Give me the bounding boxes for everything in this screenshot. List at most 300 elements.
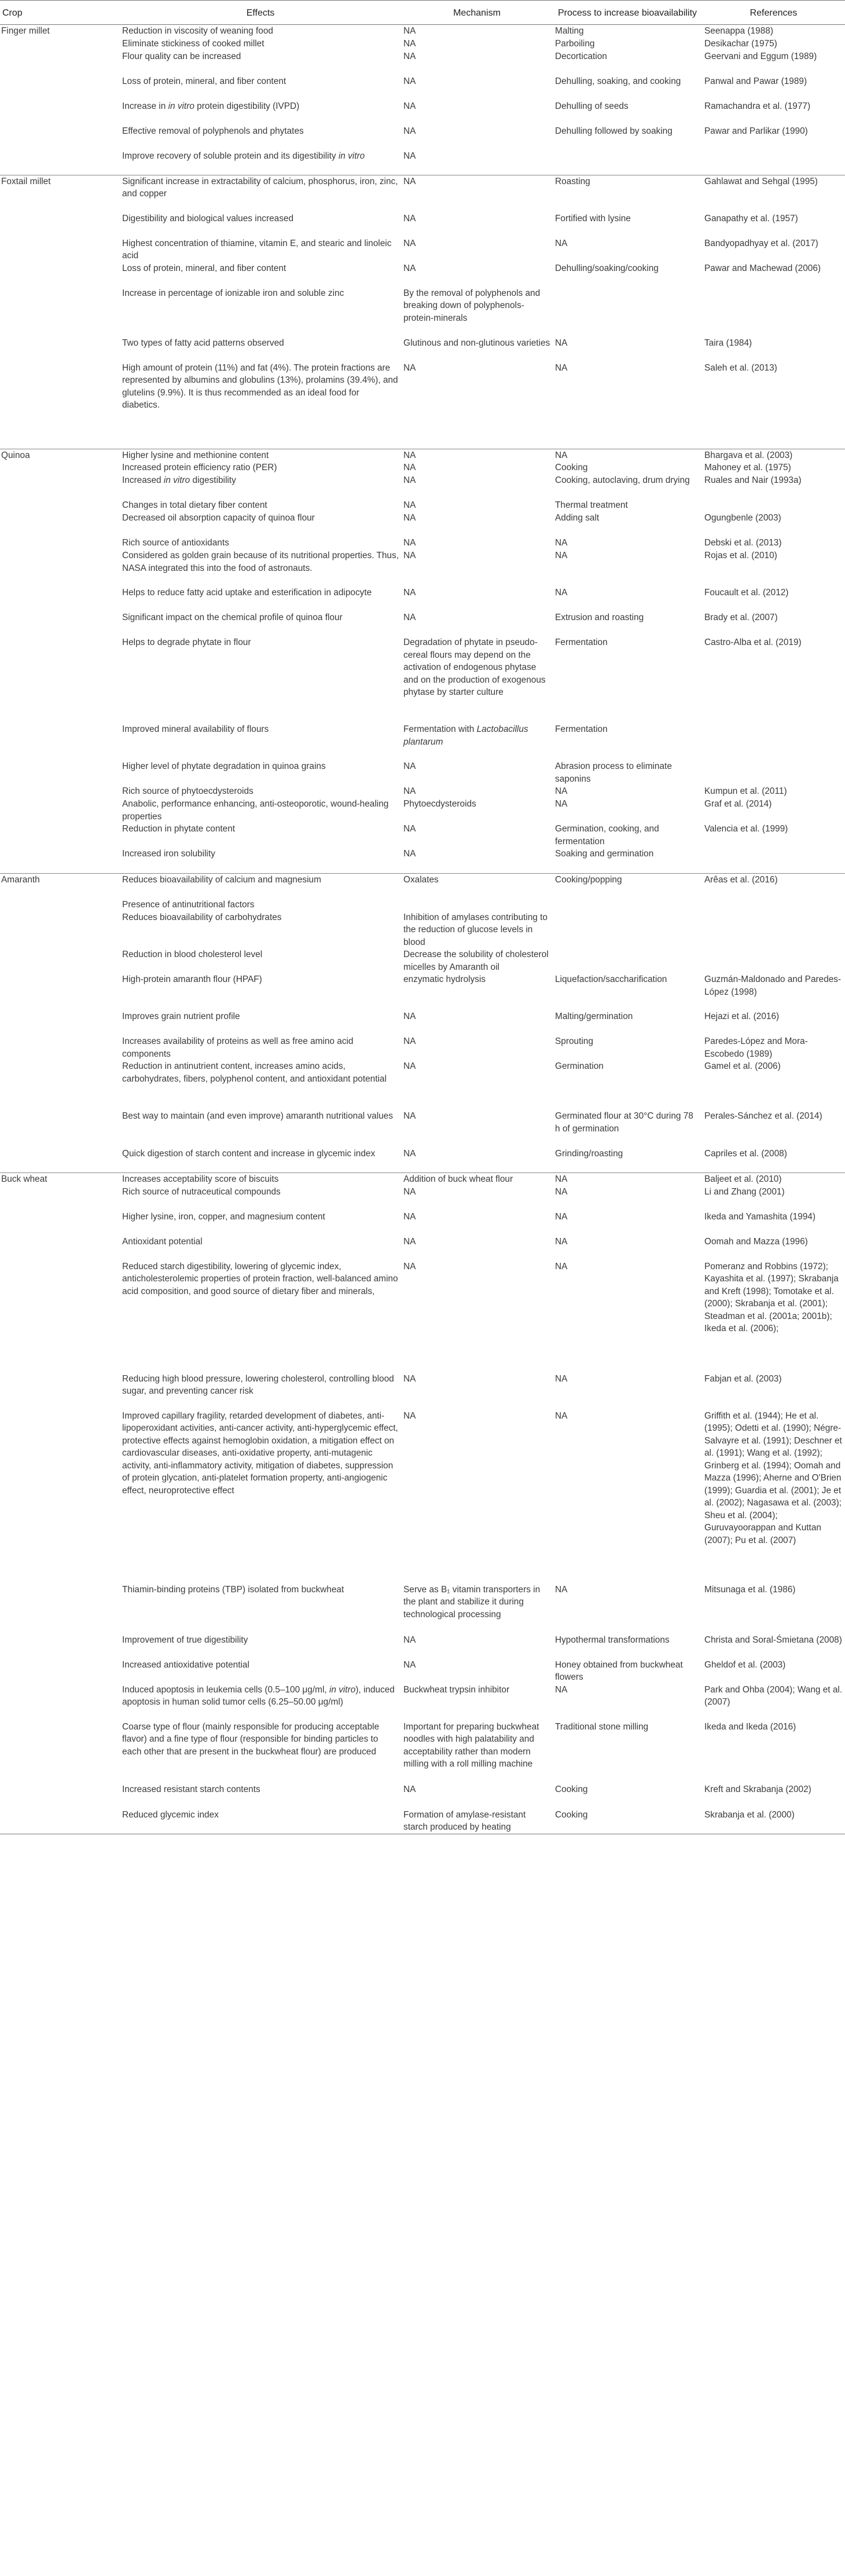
reference-cell	[702, 100, 845, 125]
table-row	[0, 911, 845, 949]
table-row	[0, 1148, 845, 1173]
effect-text: High amount of protein (11%) and fat (4%). The protein fractions are represented by albumins and globulins (13%), prolamins (39.4%), and glutelins (9.9%). It is thus recommended as an ideal food for diabetics.	[122, 362, 398, 410]
effect-text: Flour quality can be increased	[122, 51, 241, 61]
reference-cell	[702, 1186, 845, 1211]
table-row	[0, 1110, 845, 1148]
mechanism-cell	[401, 1584, 553, 1634]
process-text: NA	[555, 786, 568, 796]
reference-text: Geervani and Eggum (1989)	[704, 51, 817, 61]
mechanism-cell	[401, 337, 553, 362]
reference-text: Desikachar (1975)	[704, 38, 777, 49]
mechanism-cell	[401, 50, 553, 75]
crop-cell	[0, 1809, 120, 1834]
reference-text: Ruales and Nair (1993a)	[704, 475, 802, 485]
reference-cell	[702, 50, 845, 75]
effect-cell	[120, 50, 401, 75]
crop-cell	[0, 1659, 120, 1684]
mechanism-text: Oxalates	[403, 875, 439, 885]
mechanism-text: Fermentation with Lactobacillus plantarum	[403, 724, 528, 747]
process-cell	[553, 587, 702, 611]
effect-cell	[120, 100, 401, 125]
effect-cell	[120, 874, 401, 899]
effect-cell	[120, 125, 401, 150]
process-cell	[553, 1010, 702, 1035]
table-row	[0, 587, 845, 611]
reference-cell	[702, 1060, 845, 1110]
process-text: Fortified with lysine	[555, 213, 631, 223]
reference-text: Graf et al. (2014)	[704, 799, 772, 809]
effect-text: Thiamin-binding proteins (TBP) isolated from buckwheat	[122, 1584, 344, 1595]
effect-cell	[120, 899, 401, 911]
reference-cell	[702, 587, 845, 611]
effect-text: Higher level of phytate degradation in quinoa grains	[122, 761, 326, 771]
table-row	[0, 723, 845, 760]
table-row	[0, 948, 845, 973]
process-cell	[553, 1110, 702, 1148]
reference-cell	[702, 38, 845, 50]
crop-cell	[0, 38, 120, 50]
reference-cell	[702, 337, 845, 362]
effect-text: Best way to maintain (and even improve) amaranth nutritional values	[122, 1111, 393, 1121]
process-cell	[553, 1809, 702, 1834]
mechanism-cell	[401, 785, 553, 798]
table-row	[0, 150, 845, 175]
effect-text: Reduction in viscosity of weaning food	[122, 26, 273, 36]
reference-text: Oomah and Mazza (1996)	[704, 1236, 808, 1247]
table-row	[0, 636, 845, 723]
process-cell	[553, 212, 702, 237]
crop-cell	[0, 1783, 120, 1809]
effect-cell	[120, 1684, 401, 1721]
crop-cell	[0, 461, 120, 474]
reference-text: Hejazi et al. (2016)	[704, 1012, 780, 1021]
reference-cell	[702, 823, 845, 848]
mechanism-cell	[401, 1260, 553, 1373]
process-cell	[553, 461, 702, 474]
process-text: Grinding/roasting	[555, 1149, 623, 1159]
reference-cell	[702, 911, 845, 949]
effect-text: Significant impact on the chemical profile of quinoa flour	[122, 613, 343, 622]
effect-text: Loss of protein, mineral, and fiber content	[122, 263, 286, 273]
mechanism-cell	[401, 1035, 553, 1060]
reference-cell	[702, 287, 845, 337]
mechanism-cell	[401, 973, 553, 1010]
crop-cell	[0, 911, 120, 949]
mechanism-text: Formation of amylase-resistant starch produced by heating	[403, 1809, 526, 1832]
mechanism-cell	[401, 1809, 553, 1834]
crop-cell	[0, 537, 120, 549]
reference-cell	[702, 150, 845, 175]
mechanism-text: NA	[403, 126, 416, 136]
reference-cell	[702, 449, 845, 461]
process-cell	[553, 38, 702, 50]
table-row	[0, 212, 845, 237]
process-cell	[553, 1634, 702, 1659]
effect-cell	[120, 474, 401, 499]
process-cell	[553, 1173, 702, 1186]
mechanism-cell	[401, 911, 553, 949]
mechanism-text: NA	[403, 613, 416, 622]
effect-text: Improvement of true digestibility	[122, 1635, 248, 1645]
process-text: Parboiling	[555, 38, 595, 49]
mechanism-cell	[401, 798, 553, 823]
reference-text: Pawar and Parlikar (1990)	[704, 126, 808, 136]
reference-text: Pomeranz and Robbins (1972); Kayashita et al. (1997); Skrabanja and Kreft (1998); Tomotake et al. (2000); Skrabanja et al. (2001); Steadman et al. (2001a; 2001b); Ikeda et al. (2006);	[704, 1261, 839, 1333]
reference-text: Castro-Alba et al. (2019)	[704, 637, 802, 647]
effect-cell	[120, 1010, 401, 1035]
mechanism-text: Important for preparing buckwheat noodles with high palatability and acceptability rather than modern milling with a roll milling machine	[403, 1721, 539, 1769]
crop-text: Buck wheat	[1, 1174, 47, 1184]
reference-cell	[702, 1010, 845, 1035]
reference-text: Christa and Soral-Śmietana (2008)	[704, 1635, 842, 1645]
mechanism-cell	[401, 212, 553, 237]
reference-text: Bandyopadhyay et al. (2017)	[704, 238, 818, 248]
effect-cell	[120, 262, 401, 287]
mechanism-text: NA	[403, 1061, 416, 1071]
effect-cell	[120, 537, 401, 549]
table-row	[0, 1634, 845, 1659]
process-text: Cooking	[555, 1784, 588, 1794]
mechanism-cell	[401, 1173, 553, 1186]
process-text: Cooking	[555, 463, 588, 472]
reference-text: Guzmán-Maldonado and Paredes-López (1998)	[704, 974, 842, 997]
effect-cell	[120, 38, 401, 50]
effect-text: Rich source of nutraceutical compounds	[122, 1186, 281, 1197]
effect-cell	[120, 785, 401, 798]
mechanism-text: NA	[403, 176, 416, 186]
mechanism-cell	[401, 1721, 553, 1783]
crop-cell	[0, 237, 120, 262]
reference-cell	[702, 785, 845, 798]
process-text: NA	[555, 1236, 568, 1247]
reference-cell	[702, 362, 845, 449]
table-row	[0, 262, 845, 287]
mechanism-text: NA	[403, 513, 416, 523]
effect-cell	[120, 848, 401, 874]
mechanism-cell	[401, 1148, 553, 1173]
effect-text: Helps to reduce fatty acid uptake and esterification in adipocyte	[122, 588, 372, 598]
effect-text: Antioxidant potential	[122, 1236, 203, 1247]
reference-cell	[702, 212, 845, 237]
process-cell	[553, 449, 702, 461]
process-cell	[553, 50, 702, 75]
process-text: NA	[555, 1211, 568, 1222]
effect-cell	[120, 362, 401, 449]
reference-cell	[702, 948, 845, 973]
mechanism-cell	[401, 1373, 553, 1410]
mechanism-text: NA	[403, 463, 416, 472]
effect-text: Decreased oil absorption capacity of quinoa flour	[122, 513, 315, 523]
mechanism-cell	[401, 1684, 553, 1721]
crop-cell	[0, 1721, 120, 1783]
table-row	[0, 537, 845, 549]
mechanism-text: By the removal of polyphenols and breaking down of polyphenols-protein-minerals	[403, 288, 541, 323]
process-text: Sprouting	[555, 1036, 593, 1046]
reference-cell	[702, 1783, 845, 1809]
effect-cell	[120, 287, 401, 337]
effect-cell	[120, 1410, 401, 1584]
reference-cell	[702, 175, 845, 212]
reference-text: Debski et al. (2013)	[704, 538, 782, 548]
table-row	[0, 1260, 845, 1373]
process-cell	[553, 75, 702, 100]
mechanism-text: NA	[403, 824, 416, 834]
mechanism-cell	[401, 1010, 553, 1035]
process-cell	[553, 1721, 702, 1783]
process-cell	[553, 1684, 702, 1721]
reference-cell	[702, 874, 845, 899]
table-row	[0, 1010, 845, 1035]
process-text: Thermal treatment	[555, 500, 628, 510]
table-row	[0, 549, 845, 587]
effect-cell	[120, 175, 401, 212]
process-text: Soaking and germination	[555, 849, 654, 859]
reference-cell	[702, 125, 845, 150]
reference-cell	[702, 1236, 845, 1260]
process-cell	[553, 100, 702, 125]
mechanism-cell	[401, 1060, 553, 1110]
mechanism-text: Glutinous and non-glutinous varieties	[403, 338, 550, 348]
process-text: Germination	[555, 1061, 604, 1071]
table-row	[0, 461, 845, 474]
mechanism-cell	[401, 587, 553, 611]
mechanism-cell	[401, 150, 553, 175]
mechanism-cell	[401, 262, 553, 287]
process-cell	[553, 337, 702, 362]
reference-cell	[702, 798, 845, 823]
table-row	[0, 512, 845, 537]
crop-cell	[0, 449, 120, 461]
table-row	[0, 785, 845, 798]
mechanism-text: Inhibition of amylases contributing to the reduction of glucose levels in blood	[403, 912, 548, 947]
process-cell	[553, 973, 702, 1010]
table-row	[0, 125, 845, 150]
crop-cell	[0, 611, 120, 636]
process-text: NA	[555, 1261, 568, 1271]
process-cell	[553, 287, 702, 337]
mechanism-text: NA	[403, 26, 416, 36]
effect-text: Increases availability of proteins as well as free amino acid components	[122, 1036, 354, 1059]
effect-text: Reduction in antinutrient content, increases amino acids, carbohydrates, fibers, polyphenol content, and antioxidant potential	[122, 1061, 387, 1084]
effect-cell	[120, 212, 401, 237]
effect-cell	[120, 1721, 401, 1783]
table-row	[0, 798, 845, 823]
process-text: Fermentation	[555, 637, 608, 647]
mechanism-cell	[401, 723, 553, 760]
process-text: NA	[555, 1373, 568, 1384]
process-cell	[553, 549, 702, 587]
effect-text: Presence of antinutritional factors	[122, 900, 255, 910]
process-text: NA	[555, 1684, 568, 1695]
mechanism-text: NA	[403, 1410, 416, 1421]
effect-cell	[120, 1783, 401, 1809]
mechanism-cell	[401, 287, 553, 337]
mechanism-text: NA	[403, 362, 416, 373]
process-text: NA	[555, 238, 568, 248]
process-cell	[553, 1783, 702, 1809]
effect-cell	[120, 760, 401, 785]
mechanism-cell	[401, 75, 553, 100]
process-text: NA	[555, 338, 568, 348]
process-cell	[553, 760, 702, 785]
process-cell	[553, 1211, 702, 1236]
process-text: NA	[555, 799, 568, 809]
process-text: NA	[555, 588, 568, 598]
effect-text: Significant increase in extractability of calcium, phosphorus, iron, zinc, and copper	[122, 176, 398, 199]
effect-text: Improve recovery of soluble protein and its digestibility in vitro	[122, 151, 365, 161]
reference-cell	[702, 611, 845, 636]
table-row	[0, 237, 845, 262]
mechanism-text: NA	[403, 588, 416, 598]
mechanism-text: NA	[403, 1784, 416, 1794]
header-references: References	[702, 1, 845, 25]
table-row	[0, 1809, 845, 1834]
reference-cell	[702, 1410, 845, 1584]
table-row	[0, 1410, 845, 1584]
mechanism-text: NA	[403, 101, 416, 111]
reference-text: Griffith et al. (1944); He et al. (1995); Odetti et al. (1990); Négre-Salvayre et al. (1991); Deschner et al. (1991); Wang et al. (1992); Grinberg et al. (1994); Oomah and Mazza (1996); Aherne and O'Brien (1999); Guardia et al. (2001); Je et al. (2002); Nagasawa et al. (2003); Sheu et al. (2004); Guruvayoorappan and Kuttan (2007); Pu et al. (2007)	[704, 1410, 842, 1545]
mechanism-cell	[401, 125, 553, 150]
process-text: Fermentation	[555, 724, 608, 734]
crop-cell	[0, 798, 120, 823]
process-text: Germination, cooking, and fermentation	[555, 824, 659, 847]
process-cell	[553, 1584, 702, 1634]
mechanism-text: NA	[403, 51, 416, 61]
mechanism-cell	[401, 1659, 553, 1684]
process-cell	[553, 512, 702, 537]
reference-cell	[702, 499, 845, 512]
crop-cell	[0, 549, 120, 587]
effect-cell	[120, 1634, 401, 1659]
mechanism-text: NA	[403, 76, 416, 86]
reference-text: Kreft and Skrabanja (2002)	[704, 1784, 811, 1794]
header-effects: Effects	[120, 1, 401, 25]
mechanism-cell	[401, 611, 553, 636]
reference-text: Foucault et al. (2012)	[704, 588, 789, 598]
process-text: Honey obtained from buckwheat flowers	[555, 1659, 683, 1682]
effect-cell	[120, 150, 401, 175]
reference-cell	[702, 1211, 845, 1236]
mechanism-cell	[401, 474, 553, 499]
table-row	[0, 611, 845, 636]
mechanism-text: NA	[403, 38, 416, 49]
effect-text: Increased resistant starch contents	[122, 1784, 260, 1794]
crop-cell	[0, 1373, 120, 1410]
reference-cell	[702, 549, 845, 587]
crop-text: Quinoa	[1, 450, 30, 460]
crop-cell	[0, 1684, 120, 1721]
mechanism-cell	[401, 823, 553, 848]
reference-text: Ramachandra et al. (1977)	[704, 101, 811, 111]
effect-text: Highest concentration of thiamine, vitamin E, and stearic and linoleic acid	[122, 238, 392, 261]
reference-text: Arêas et al. (2016)	[704, 875, 778, 885]
reference-cell	[702, 1148, 845, 1173]
process-cell	[553, 1260, 702, 1373]
mechanism-cell	[401, 449, 553, 461]
crop-cell	[0, 474, 120, 499]
mechanism-text: enzymatic hydrolysis	[403, 974, 486, 984]
process-cell	[553, 1236, 702, 1260]
mechanism-text: NA	[403, 1373, 416, 1384]
process-cell	[553, 785, 702, 798]
reference-cell	[702, 461, 845, 474]
process-cell	[553, 899, 702, 911]
mechanism-cell	[401, 1186, 553, 1211]
effect-text: Increased protein efficiency ratio (PER)	[122, 463, 277, 472]
crop-cell	[0, 212, 120, 237]
mechanism-cell	[401, 1236, 553, 1260]
effect-text: Higher lysine and methionine content	[122, 450, 269, 460]
crop-cell	[0, 499, 120, 512]
crop-cell	[0, 1584, 120, 1634]
table-row	[0, 1186, 845, 1211]
reference-text: Brady et al. (2007)	[704, 613, 778, 622]
table-row	[0, 337, 845, 362]
crop-text: Amaranth	[1, 875, 40, 885]
reference-text: Gheldof et al. (2003)	[704, 1659, 786, 1670]
process-text: NA	[555, 450, 568, 460]
effect-text: Reduces bioavailability of carbohydrates	[122, 912, 282, 922]
effect-cell	[120, 75, 401, 100]
process-cell	[553, 499, 702, 512]
process-cell	[553, 1659, 702, 1684]
table-row	[0, 760, 845, 785]
reference-cell	[702, 1684, 845, 1721]
effect-text: Quick digestion of starch content and increase in glycemic index	[122, 1149, 376, 1159]
effect-cell	[120, 449, 401, 461]
reference-text: Taira (1984)	[704, 338, 752, 348]
process-text: Adding salt	[555, 513, 600, 523]
process-cell	[553, 1373, 702, 1410]
process-text: Hypothermal transformations	[555, 1635, 670, 1645]
crop-cell	[0, 175, 120, 212]
mechanism-text: NA	[403, 1111, 416, 1121]
reference-cell	[702, 474, 845, 499]
header-crop: Crop	[0, 1, 120, 25]
reference-cell	[702, 1173, 845, 1186]
process-text: Dehulling of seeds	[555, 101, 629, 111]
process-cell	[553, 823, 702, 848]
effect-cell	[120, 337, 401, 362]
effect-cell	[120, 611, 401, 636]
mechanism-cell	[401, 461, 553, 474]
process-cell	[553, 636, 702, 723]
crop-cell	[0, 1110, 120, 1148]
effect-cell	[120, 1809, 401, 1834]
mechanism-text: NA	[403, 475, 416, 485]
process-cell	[553, 362, 702, 449]
effect-cell	[120, 1236, 401, 1260]
effect-cell	[120, 1173, 401, 1186]
process-text: NA	[555, 362, 568, 373]
mechanism-text: NA	[403, 1012, 416, 1021]
crop-cell	[0, 899, 120, 911]
effect-text: Improves grain nutrient profile	[122, 1012, 240, 1021]
reference-cell	[702, 1721, 845, 1783]
mechanism-text: NA	[403, 551, 416, 560]
effect-cell	[120, 461, 401, 474]
reference-cell	[702, 1260, 845, 1373]
table-row	[0, 499, 845, 512]
process-text: Dehulling followed by soaking	[555, 126, 673, 136]
reference-text: Ogungbenle (2003)	[704, 513, 781, 523]
table-row	[0, 50, 845, 75]
effect-text: Reduced glycemic index	[122, 1809, 219, 1820]
crop-cell	[0, 1173, 120, 1186]
effect-cell	[120, 1060, 401, 1110]
effect-text: Coarse type of flour (mainly responsible for producing acceptable flavor) and a fine type of flour (responsible for binding particles to each other that are present in the buckwheat flour) are produced	[122, 1721, 379, 1757]
reference-text: Kumpun et al. (2011)	[704, 786, 787, 796]
